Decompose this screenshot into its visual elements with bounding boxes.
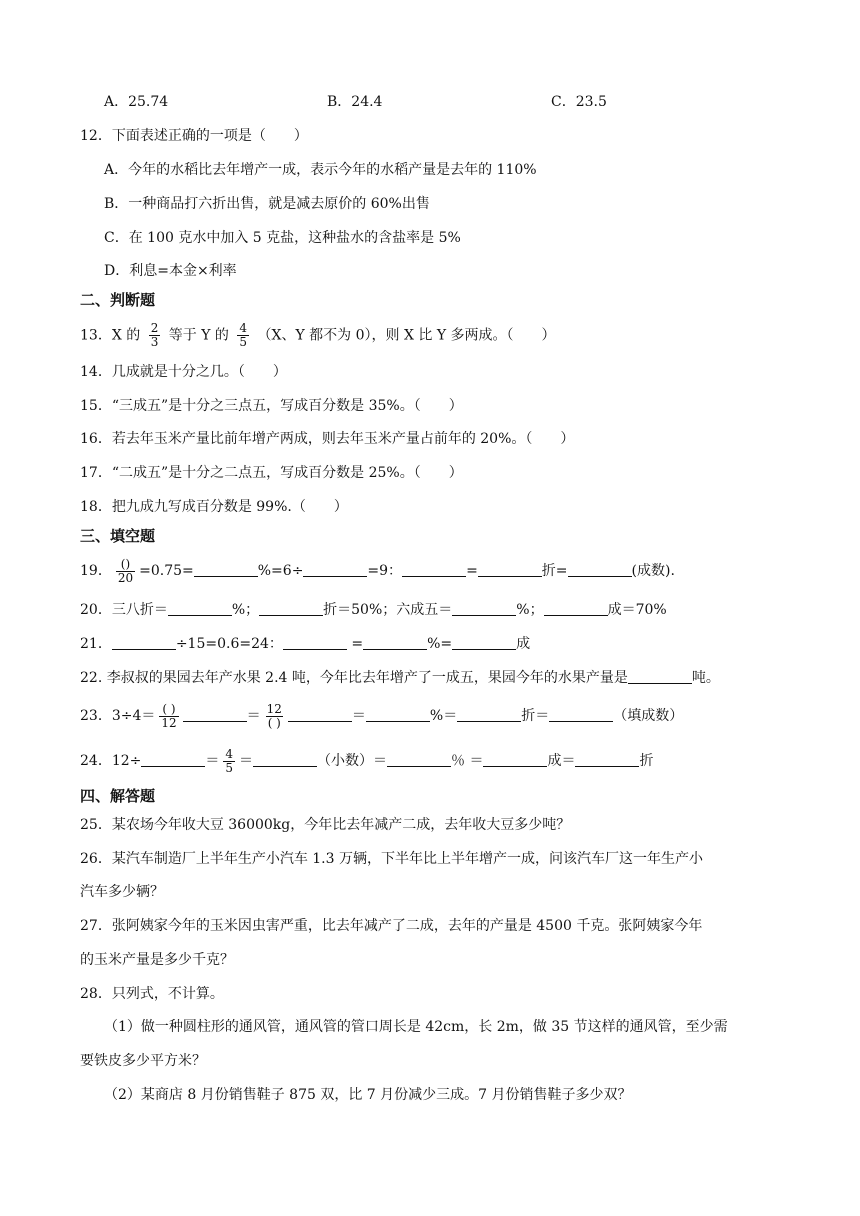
q24-blank-3[interactable] xyxy=(387,752,451,767)
section-judge-title: 二、判断题 xyxy=(80,291,156,309)
q26-line-2: 汽车多少辆？ xyxy=(80,884,164,900)
q23-blank-1[interactable] xyxy=(183,707,247,722)
q13-mid: 等于 Y 的 xyxy=(168,327,229,344)
q28-part1-line-1: （1）做一种圆柱形的通风管，通风管的管口周长是 42cm，长 2m，做 35 节这样的通风管，至少需 xyxy=(104,1019,728,1035)
q19: 19． $\frac{()}{20}$ =0.75= %=6÷ =9： = 折= (成数). xyxy=(80,556,675,585)
q28-part2: （2）某商店 8 月份销售鞋子 875 双，比 7 月份减少三成。7 月份销售鞋子多少双？ xyxy=(104,1087,632,1103)
q23-blank-3[interactable] xyxy=(366,707,430,722)
q21: 21． ÷15=0.6=24： = %= 成 xyxy=(80,636,531,652)
q21-blank-4[interactable] xyxy=(452,635,516,650)
q24-blank-2[interactable] xyxy=(253,752,317,767)
q23-blank-5[interactable] xyxy=(549,707,613,722)
q12-option-d: D．利息=本金×利率 xyxy=(104,263,237,279)
q11-option-c: C．23.5 xyxy=(551,94,607,110)
q24-blank-5[interactable] xyxy=(575,752,639,767)
q23-blank-2[interactable] xyxy=(288,707,352,722)
q17: 17．“二成五”是十分之二点五，写成百分数是 25%。（ ） xyxy=(80,465,463,481)
q14: 14．几成就是十分之几。（ ） xyxy=(80,364,287,380)
q21-blank-2[interactable] xyxy=(283,635,347,650)
q19-blank-4[interactable] xyxy=(478,562,542,577)
q19-blank-2[interactable] xyxy=(303,562,367,577)
q12-option-b: B．一种商品打六折出售，就是减去原价的 60%出售 xyxy=(104,196,430,212)
q18: 18．把九成九写成百分数是 99%.（ ） xyxy=(80,499,348,515)
q22-blank[interactable] xyxy=(628,669,692,684)
q28-stem: 28．只列式，不计算。 xyxy=(80,986,224,1002)
q11-option-b: B．24.4 xyxy=(327,94,383,110)
q13 xyxy=(80,321,556,349)
q13-fraction-2: $\frac{4}{5}$ xyxy=(239,321,248,349)
q12-option-c: C．在 100 克水中加入 5 克盐，这种盐水的含盐率是 5% xyxy=(104,230,461,246)
q22: 22. 李叔叔的果园去年产水果 2.4 吨，今年比去年增产了一成五，果园今年的水果产量是 吨。 xyxy=(80,670,720,686)
q13-prefix: 13．X 的 xyxy=(80,327,141,344)
q11-option-a: A．25.74 xyxy=(104,94,169,110)
q23-fraction-2: $\frac{12}{( )}$ xyxy=(266,701,282,730)
q23: 23．3÷4＝ $\frac{( )}{12}$ ＝ $\frac{12}{( )}$ ＝ %＝ 折＝ （填成数） xyxy=(80,701,684,730)
q25: 25．某农场今年收大豆 36000kg，今年比去年减产二成，去年收大豆多少吨？ xyxy=(80,817,571,833)
q24-blank-1[interactable] xyxy=(141,752,205,767)
q12-option-a: A．今年的水稻比去年增产一成，表示今年的水稻产量是去年的 110% xyxy=(104,162,537,178)
q13-fraction-1: $\frac{2}{3}$ xyxy=(150,321,159,349)
q23-blank-4[interactable] xyxy=(457,707,521,722)
q19-blank-1[interactable] xyxy=(194,562,258,577)
q23-fraction-1: $\frac{( )}{12}$ xyxy=(161,701,177,730)
section-fill-title: 三、填空题 xyxy=(80,527,156,545)
q13-suffix: （X、Y 都不为 0），则 X 比 Y 多两成。（ ） xyxy=(257,327,556,344)
q27-line-2: 的玉米产量是多少千克？ xyxy=(80,952,234,968)
q12-stem: 12．下面表述正确的一项是（ ） xyxy=(80,128,308,144)
section-solve-title: 四、解答题 xyxy=(80,787,156,805)
q19-blank-5[interactable] xyxy=(568,562,632,577)
q20: 20．三八折＝ %； 折＝50%；六成五＝ %； 成＝70% xyxy=(80,602,667,618)
q20-blank-1[interactable] xyxy=(168,601,232,616)
q27-line-1: 27．张阿姨家今年的玉米因虫害严重，比去年减产了二成，去年的产量是 4500 千克。张阿姨家今年 xyxy=(80,918,703,934)
q21-blank-3[interactable] xyxy=(363,635,427,650)
q19-fraction: $\frac{()}{20}$ xyxy=(117,556,134,585)
q15: 15．“三成五”是十分之三点五，写成百分数是 35%。（ ） xyxy=(80,398,463,414)
q24-blank-4[interactable] xyxy=(483,752,547,767)
q24: 24．12÷ ＝ $\frac{4}{5}$ ＝ （小数）＝ ％ ＝ 成＝ 折 xyxy=(80,746,654,775)
q26-line-1: 26．某汽车制造厂上半年生产小汽车 1.3 万辆，下半年比上半年增产一成，问该汽车厂这一年生产小 xyxy=(80,851,703,867)
q28-part1-line-2: 要铁皮多少平方米？ xyxy=(80,1053,206,1069)
q24-fraction: $\frac{4}{5}$ xyxy=(225,746,233,775)
q20-blank-2[interactable] xyxy=(259,601,323,616)
q20-blank-4[interactable] xyxy=(544,601,608,616)
q19-blank-3[interactable] xyxy=(402,562,466,577)
q21-blank-1[interactable] xyxy=(112,635,176,650)
q20-blank-3[interactable] xyxy=(452,601,516,616)
q16: 16．若去年玉米产量比前年增产两成，则去年玉米产量占前年的 20%。（ ） xyxy=(80,431,575,447)
